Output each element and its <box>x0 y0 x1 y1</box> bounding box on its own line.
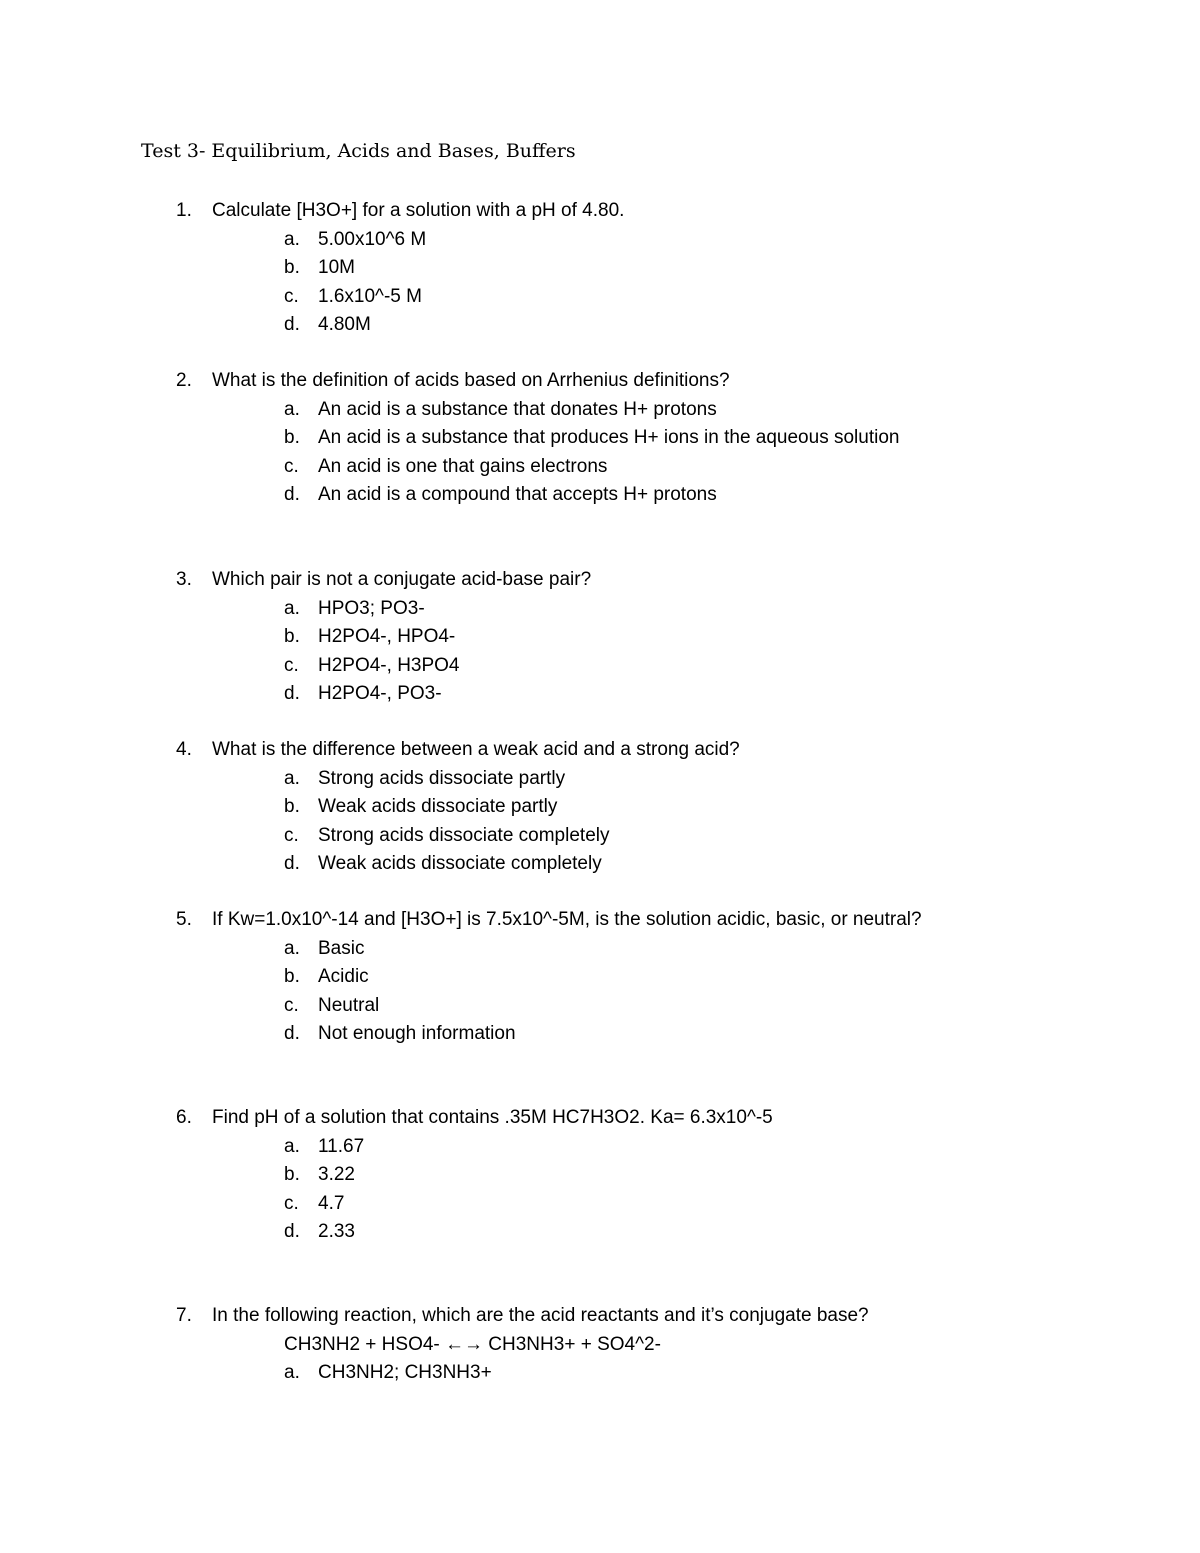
question-text: What is the difference between a weak acid and a strong acid? <box>212 739 740 760</box>
question-3 <box>176 566 1100 709</box>
option-d <box>176 1020 1100 1049</box>
option-letter: b. <box>284 966 300 988</box>
question-text: Which pair is not a conjugate acid-base pair? <box>212 569 592 590</box>
option-text: HPO3; PO3- <box>318 597 425 619</box>
option-letter: c. <box>284 824 299 846</box>
option-letter: a. <box>284 937 300 959</box>
option-d <box>176 481 1100 510</box>
question-stem <box>176 1302 1100 1331</box>
option-text: Strong acids dissociate partly <box>318 767 566 789</box>
option-b <box>176 623 1100 652</box>
option-text: An acid is one that gains electrons <box>318 455 608 477</box>
option-a <box>176 595 1100 624</box>
option-letter: a. <box>284 228 300 250</box>
question-number: 1. <box>176 200 192 221</box>
option-letter: b. <box>284 796 300 818</box>
option-text: 1.6x10^-5 M <box>318 285 422 307</box>
option-b <box>176 1161 1100 1190</box>
option-c <box>176 822 1100 851</box>
question-1 <box>176 197 1100 340</box>
option-b <box>176 793 1100 822</box>
question-number: 5. <box>176 909 192 930</box>
option-letter: d. <box>284 853 300 875</box>
option-d <box>176 311 1100 340</box>
question-text: What is the definition of acids based on Arrhenius definitions? <box>212 370 730 391</box>
question-number: 6. <box>176 1107 192 1128</box>
option-a <box>176 396 1100 425</box>
question-text: If Kw=1.0x10^-14 and [H3O+] is 7.5x10^-5M, is the solution acidic, basic, or neutral? <box>212 909 922 930</box>
option-text: 10M <box>318 257 355 279</box>
option-text: Acidic <box>318 966 369 988</box>
option-text: 3.22 <box>318 1164 355 1186</box>
option-d <box>176 850 1100 879</box>
question-5 <box>176 906 1100 1049</box>
option-letter: a. <box>284 597 300 619</box>
option-letter: b. <box>284 257 300 279</box>
question-stem <box>176 906 1100 935</box>
question-text: Find pH of a solution that contains .35M HC7H3O2. Ka= 6.3x10^-5 <box>212 1107 773 1128</box>
option-text: An acid is a substance that produces H+ ions in the aqueous solution <box>318 427 900 449</box>
option-a <box>176 1133 1100 1162</box>
question-number: 2. <box>176 370 192 391</box>
question-stem <box>176 736 1100 765</box>
question-7 <box>176 1302 1100 1388</box>
option-text: 4.80M <box>318 314 371 336</box>
option-b <box>176 254 1100 283</box>
option-letter: d. <box>284 484 300 506</box>
question-number: 3. <box>176 569 192 590</box>
question-stem <box>176 367 1100 396</box>
option-text: H2PO4-, PO3- <box>318 683 442 705</box>
option-d <box>176 1218 1100 1247</box>
question-text: Calculate [H3O+] for a solution with a pH of 4.80. <box>212 200 625 221</box>
option-a <box>176 765 1100 794</box>
option-c <box>176 1190 1100 1219</box>
option-letter: a. <box>284 1362 300 1384</box>
question-stem <box>176 1104 1100 1133</box>
option-text: Neutral <box>318 994 380 1016</box>
question-4 <box>176 736 1100 879</box>
question-number: 7. <box>176 1305 192 1326</box>
option-b <box>176 963 1100 992</box>
option-letter: b. <box>284 427 300 449</box>
option-letter: d. <box>284 1221 300 1243</box>
question-2 <box>176 367 1100 510</box>
option-a <box>176 935 1100 964</box>
option-letter: d. <box>284 1023 300 1045</box>
reaction-equation <box>176 1331 1100 1360</box>
option-text: An acid is a compound that accepts H+ protons <box>318 484 717 506</box>
option-letter: b. <box>284 1164 300 1186</box>
option-text: Strong acids dissociate completely <box>318 824 610 846</box>
question-stem <box>176 566 1100 595</box>
document-title: Test 3- Equilibrium, Acids and Bases, Buffers <box>141 140 576 162</box>
question-6 <box>176 1104 1100 1247</box>
option-b <box>176 424 1100 453</box>
question-number: 4. <box>176 739 192 760</box>
option-letter: c. <box>284 285 299 307</box>
option-letter: c. <box>284 455 299 477</box>
option-text: CH3NH2; CH3NH3+ <box>318 1362 492 1384</box>
option-letter: b. <box>284 626 300 648</box>
option-a <box>176 226 1100 255</box>
equation-text: CH3NH2 + HSO4- ←→ CH3NH3+ + SO4^2- <box>284 1333 661 1355</box>
option-letter: c. <box>284 994 299 1016</box>
option-letter: a. <box>284 1135 300 1157</box>
option-c <box>176 652 1100 681</box>
option-c <box>176 453 1100 482</box>
option-letter: c. <box>284 654 299 676</box>
option-c <box>176 992 1100 1021</box>
option-text: 2.33 <box>318 1221 355 1243</box>
option-letter: d. <box>284 683 300 705</box>
option-text: H2PO4-, H3PO4 <box>318 654 460 676</box>
option-text: 5.00x10^6 M <box>318 228 427 250</box>
question-text: In the following reaction, which are the acid reactants and it’s conjugate base? <box>212 1305 869 1326</box>
option-text: An acid is a substance that donates H+ protons <box>318 398 717 420</box>
option-text: Weak acids dissociate completely <box>318 853 602 875</box>
option-text: Basic <box>318 937 365 959</box>
option-text: 11.67 <box>318 1135 365 1157</box>
option-text: H2PO4-, HPO4- <box>318 626 456 648</box>
option-letter: a. <box>284 398 300 420</box>
option-a <box>176 1359 1100 1388</box>
option-text: 4.7 <box>318 1192 345 1214</box>
option-d <box>176 680 1100 709</box>
option-text: Not enough information <box>318 1023 516 1045</box>
question-stem <box>176 197 1100 226</box>
option-letter: a. <box>284 767 300 789</box>
option-text: Weak acids dissociate partly <box>318 796 558 818</box>
option-c <box>176 283 1100 312</box>
option-letter: c. <box>284 1192 299 1214</box>
option-letter: d. <box>284 314 300 336</box>
